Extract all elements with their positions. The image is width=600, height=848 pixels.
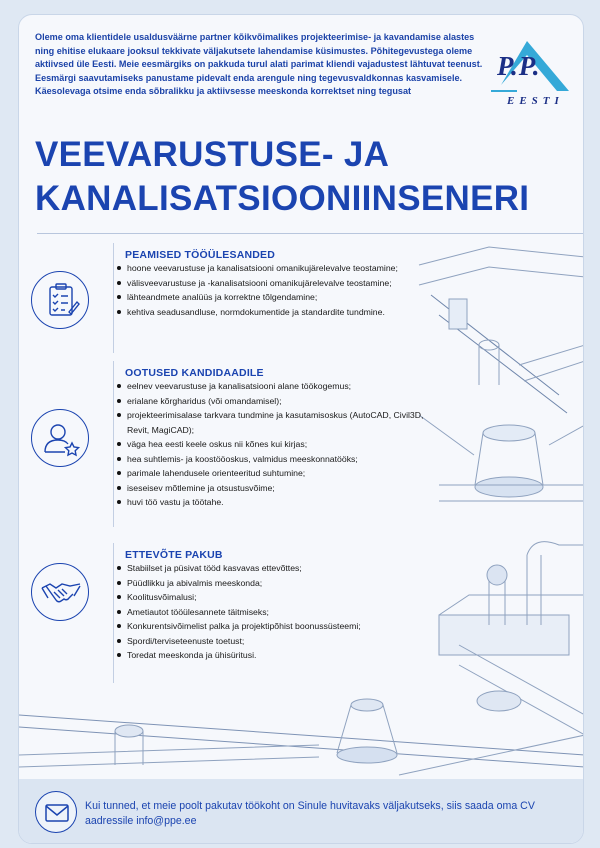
list-item: kehtiva seadusandluse, normdokumentide ja standardite tundmine.: [115, 305, 445, 320]
handshake-icon: [32, 564, 90, 622]
envelope-icon: [36, 792, 78, 834]
job-title-line-2: KANALISATSIOONIINSENERI: [35, 179, 530, 218]
list-item: Stabiilset ja püsivat tööd kasvavas ettevõttes;: [115, 561, 445, 576]
list-item: huvi töö vastu ja töötahe.: [115, 495, 445, 510]
tasks-icon-badge: [31, 271, 89, 329]
list-item: välisveevarustuse ja -kanalisatsiooni omanikujärelevalve teostamine;: [115, 276, 445, 291]
person-star-icon: [32, 410, 90, 468]
list-item: Koolitusvõimalusi;: [115, 590, 445, 605]
list-item: Spordi/terviseteenuste toetust;: [115, 634, 445, 649]
list-item: erialane kõrgharidus (või omandamisel);: [115, 394, 445, 409]
list-item: väga hea eesti keele oskus nii kõnes kui kirjas;: [115, 437, 445, 452]
list-item: hoone veevarustuse ja kanalisatsiooni omanikujärelevalve teostamine;: [115, 261, 445, 276]
intro-lead-in: Käesolevaga otsime enda sõbralikku ja aktiivsesse meeskonda korrektset ning tegusat: [35, 86, 412, 96]
job-poster: [18, 14, 584, 844]
list-item: hea suhtlemis- ja koostööoskus, valmidus meeskonnatööks;: [115, 452, 445, 467]
intro-paragraph: Oleme oma klientidele usaldusväärne partner kõikvõimalikes projekteerimise- ja kavandamise alastes ning ehitise elukaare jooksul tekkivate väljakutsete lahendamise küsimustes. Põhitegevustega oleme aktiivsed üle Eesti. Meie eesmärgiks on pakkuda turul alati parimat kliendi vajadustest lähtuvat teenust. Eesmärgi saavutamiseks panustame pidevalt enda arengule ning tegevusvaldkonnas kasvamisele.: [35, 32, 483, 83]
expectations-icon-badge: [31, 409, 89, 467]
list-item: projekteerimisalase tarkvara tundmine ja kasutamisoskus (AutoCAD, Civil3D, Revit, MagiCAD);: [115, 408, 445, 437]
section-heading-tasks: PEAMISED TÖÖÜLESANDED: [125, 249, 276, 261]
list-item: parimale lahendusele orienteeritud suhtumine;: [115, 466, 445, 481]
section-divider-line: [113, 543, 114, 683]
expectations-list: [115, 379, 445, 510]
list-item: iseseisev mõtlemine ja otsustusvõime;: [115, 481, 445, 496]
offer-list: [115, 561, 445, 663]
offer-icon-badge: [31, 563, 89, 621]
section-heading-offer: ETTEVÕTE PAKUB: [125, 549, 223, 561]
list-item: Ametiautot tööülesannete täitmiseks;: [115, 605, 445, 620]
list-item: Püüdlikku ja abivalmis meeskonda;: [115, 576, 445, 591]
list-item: eelnev veevarustuse ja kanalisatsiooni alane töökogemus;: [115, 379, 445, 394]
logo-mark: P.P.: [497, 51, 541, 81]
tasks-list: [115, 261, 445, 319]
job-title-line-1: VEEVARUSTUSE- JA: [35, 135, 390, 174]
company-intro: [35, 31, 487, 99]
title-divider: [37, 233, 584, 234]
list-item: Konkurentsivõimelist palka ja projektipõhist boonussüsteemi;: [115, 619, 445, 634]
clipboard-checklist-icon: [32, 272, 90, 330]
logo-subtitle: EESTI: [507, 95, 564, 107]
list-item: Toredat meeskonda ja ühisüritusi.: [115, 648, 445, 663]
company-logo: [487, 35, 573, 115]
section-divider-line: [113, 243, 114, 353]
section-heading-expectations: OOTUSED KANDIDAADILE: [125, 367, 264, 379]
footer-icon-badge: [35, 791, 77, 833]
job-title: [35, 133, 555, 221]
list-item: lähteandmete analüüs ja korrektne tõlgendamine;: [115, 290, 445, 305]
contact-text[interactable]: Kui tunned, et meie poolt pakutav töökoht on Sinule huvitavaks väljakutseks, siis saada oma CV aadressile info@ppe.ee: [85, 800, 535, 827]
contact-footer: [19, 779, 584, 844]
section-divider-line: [113, 361, 114, 527]
